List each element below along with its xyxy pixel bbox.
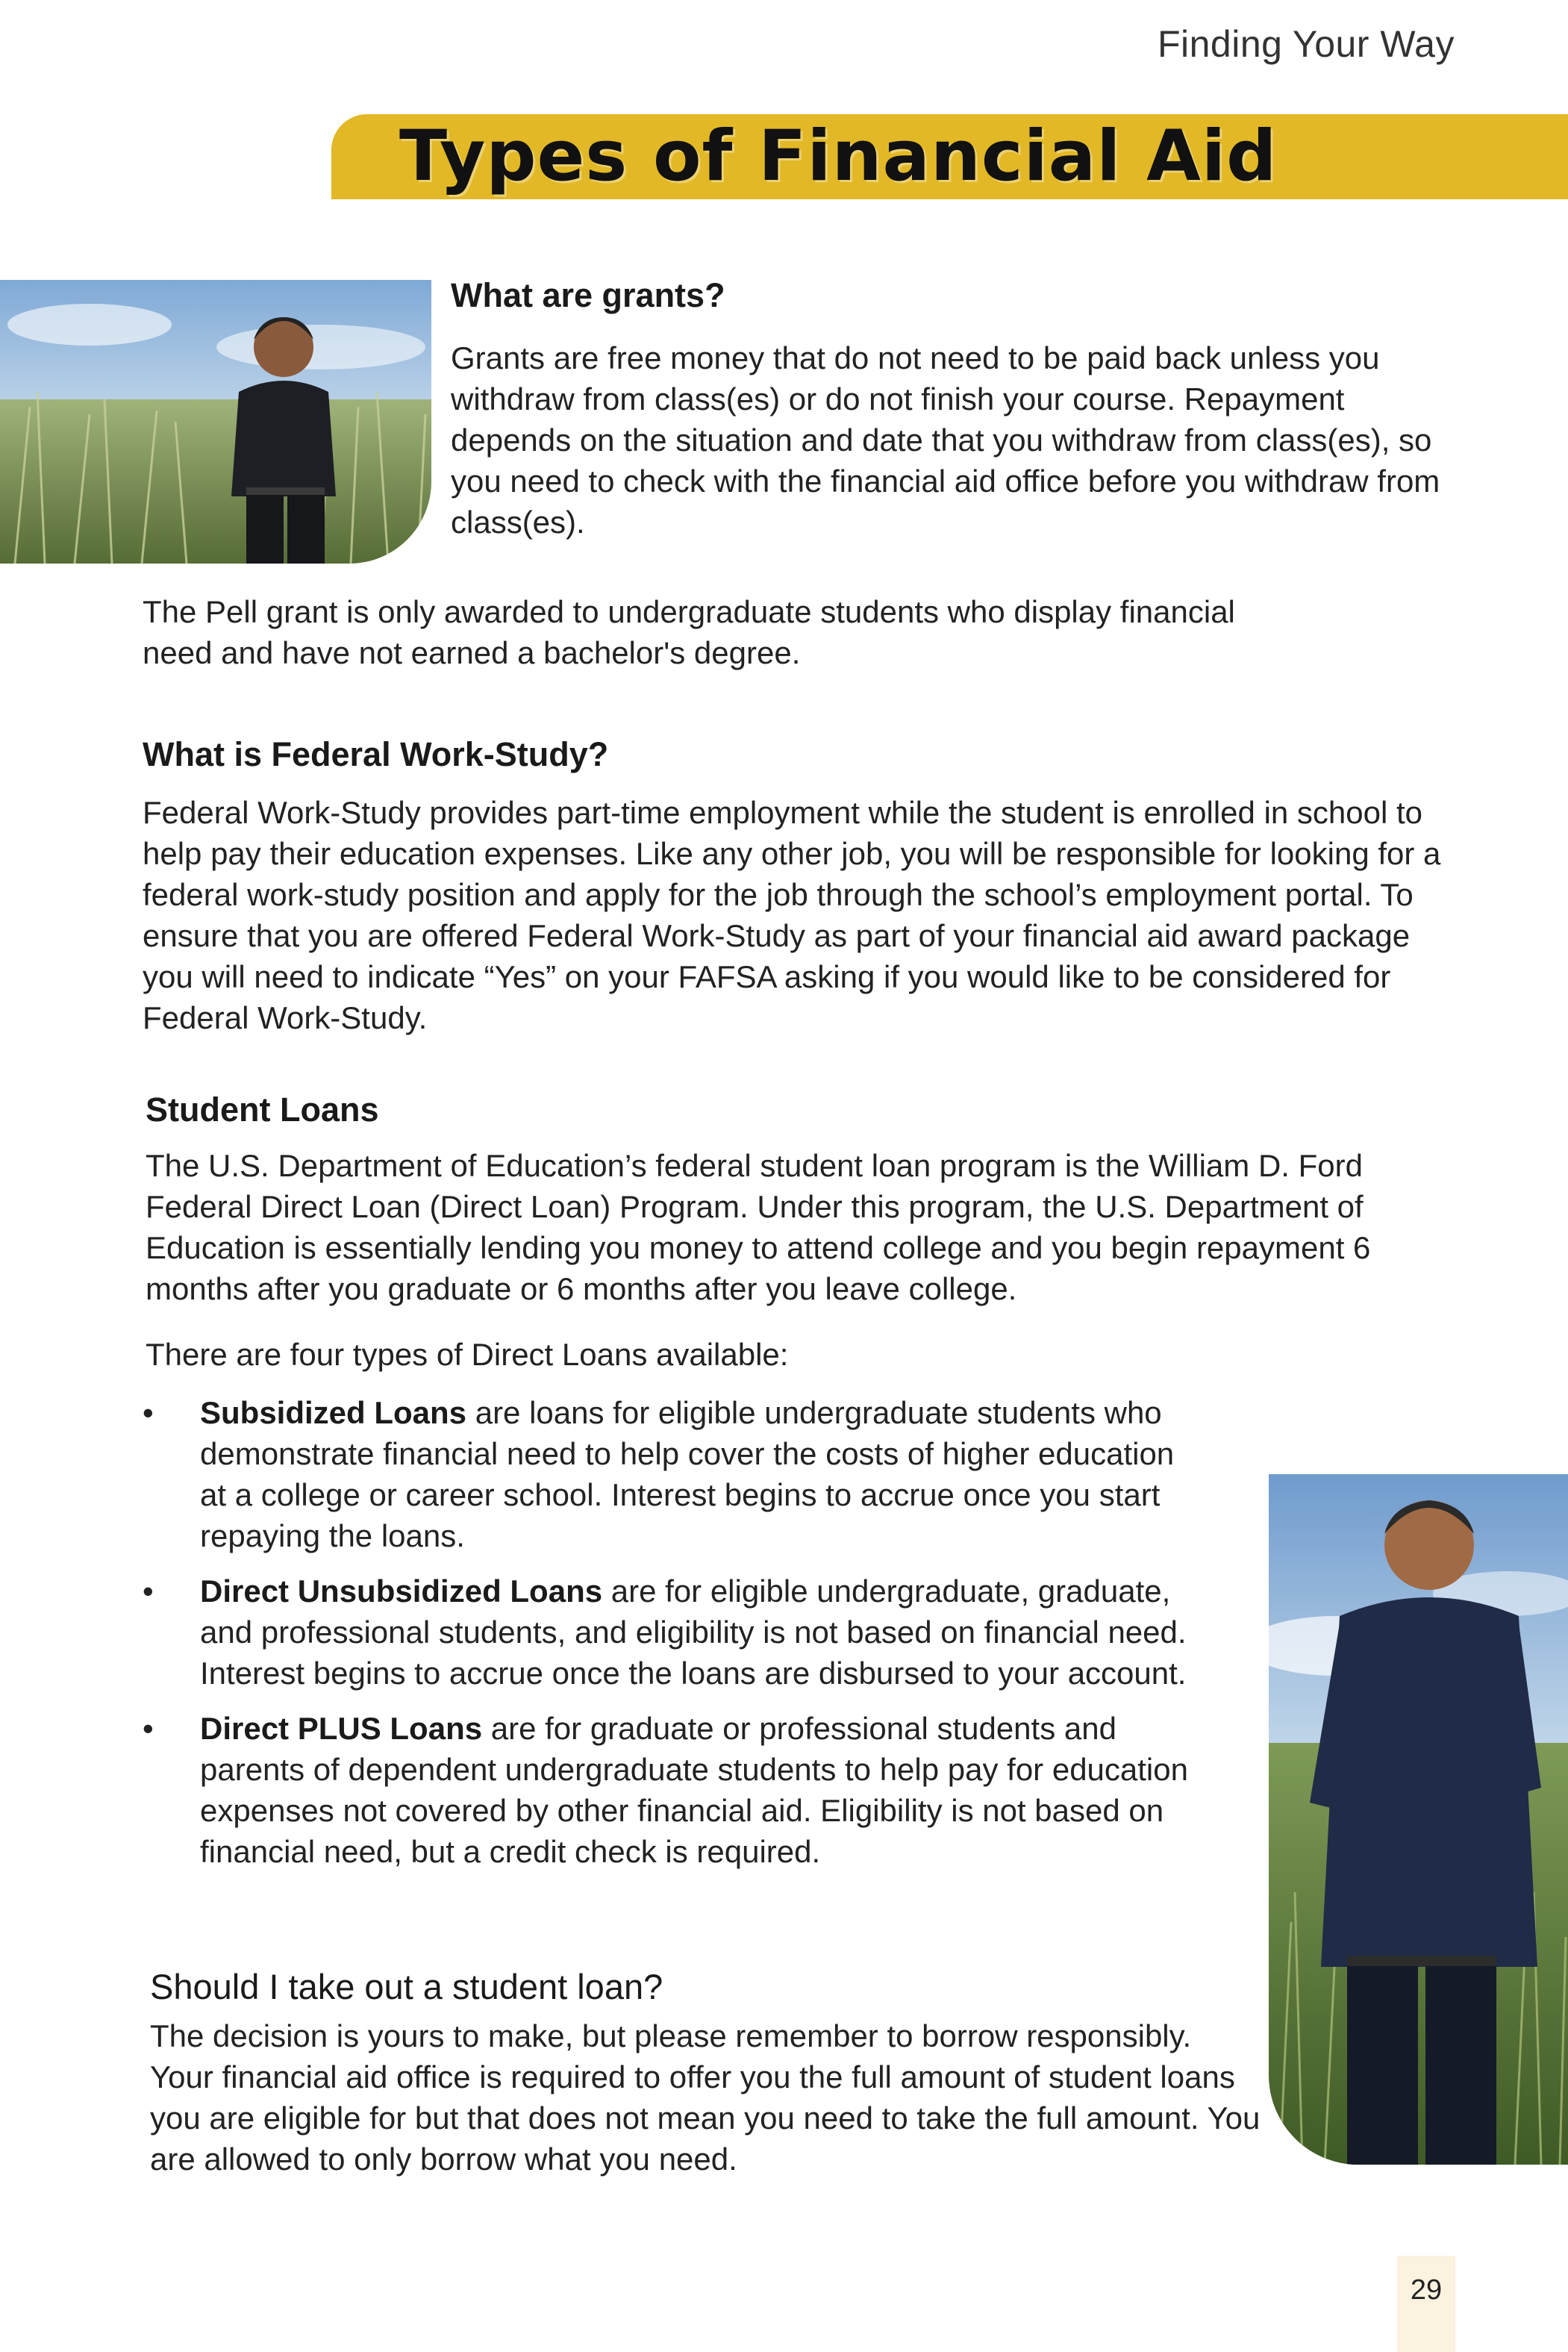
bullet: • bbox=[143, 1395, 154, 1430]
pell-grant-text: The Pell grant is only awarded to undergraduate students who display financial need and have not earned a bachelor's degree. bbox=[143, 594, 1235, 670]
direct-loans-list bbox=[143, 1392, 1202, 1886]
grants-body: Grants are free money that do not need to be paid back unless you withdraw from class(es) or do not finish your course. Repayment depends on the situation and date that you withdraw from class(es), so you need to check with the financial aid office before you withdraw from class(es). bbox=[451, 340, 1440, 540]
list-item bbox=[143, 1708, 1202, 1872]
direct-loans-intro: There are four types of Direct Loans available: bbox=[146, 1337, 789, 1372]
page-title: Types of Financial Aid bbox=[399, 116, 1278, 197]
loan-term: Subsidized Loans bbox=[200, 1395, 467, 1430]
loan-description: are for graduate or professional students and parents of dependent undergraduate students to help pay for education expenses not covered by other financial aid. Eligibility is not based on financial need, but a credit check is required. bbox=[200, 1711, 1188, 1869]
should-borrow-heading: Should I take out a student loan? bbox=[150, 1967, 663, 2006]
student-loans-body: The U.S. Department of Education’s federal student loan program is the William D. Ford Federal Direct Loan (Direct Loan) Program. Under this program, the U.S. Department of Education is essentially lending you money to attend college and you begin repayment 6 months after you graduate or 6 months after you leave college. bbox=[146, 1148, 1371, 1306]
page-number: 29 bbox=[1397, 2256, 1455, 2352]
list-item bbox=[143, 1392, 1202, 1556]
running-header: Finding Your Way bbox=[1157, 23, 1455, 65]
grants-heading: What are grants? bbox=[451, 276, 725, 314]
loan-term: Direct Unsubsidized Loans bbox=[200, 1573, 603, 1609]
bullet: • bbox=[143, 1711, 154, 1746]
work-study-body: Federal Work-Study provides part-time employment while the student is enrolled in school to help pay their education expenses. Like any other job, you will be responsible for looking for a federal work-study position and apply for the job through the school’s employment portal. To ensure that you are offered Federal Work-Study as part of your financial aid award package you will need to indicate “Yes” on your FAFSA asking if you would like to be considered for Federal Work-Study. bbox=[143, 795, 1441, 1035]
student-loans-heading: Student Loans bbox=[146, 1091, 379, 1129]
bullet: • bbox=[143, 1573, 154, 1609]
work-study-heading: What is Federal Work-Study? bbox=[143, 735, 609, 773]
photo-student-grass bbox=[0, 280, 431, 564]
list-item bbox=[143, 1570, 1202, 1694]
should-borrow-body: The decision is yours to make, but please remember to borrow responsibly. Your financial aid office is required to offer you the full amount of student loans you are eligible for but that does not mean you need to take the full amount. You are allowed to only borrow what you need. bbox=[150, 2018, 1261, 2177]
photo-man-field bbox=[1269, 1474, 1568, 2165]
loan-description: are for eligible undergraduate, graduate, and professional students, and eligibility is not based on financial need. Interest begins to accrue once the loans are disbursed to your account. bbox=[200, 1573, 1187, 1691]
loan-description: are loans for eligible undergraduate students who demonstrate financial need to help cover the costs of higher education at a college or career school. Interest begins to accrue once you start repaying the loans. bbox=[200, 1395, 1175, 1553]
photo-man-field-illustration bbox=[1269, 1474, 1568, 2165]
loan-term: Direct PLUS Loans bbox=[200, 1711, 483, 1746]
photo-student-grass-illustration bbox=[0, 280, 431, 564]
